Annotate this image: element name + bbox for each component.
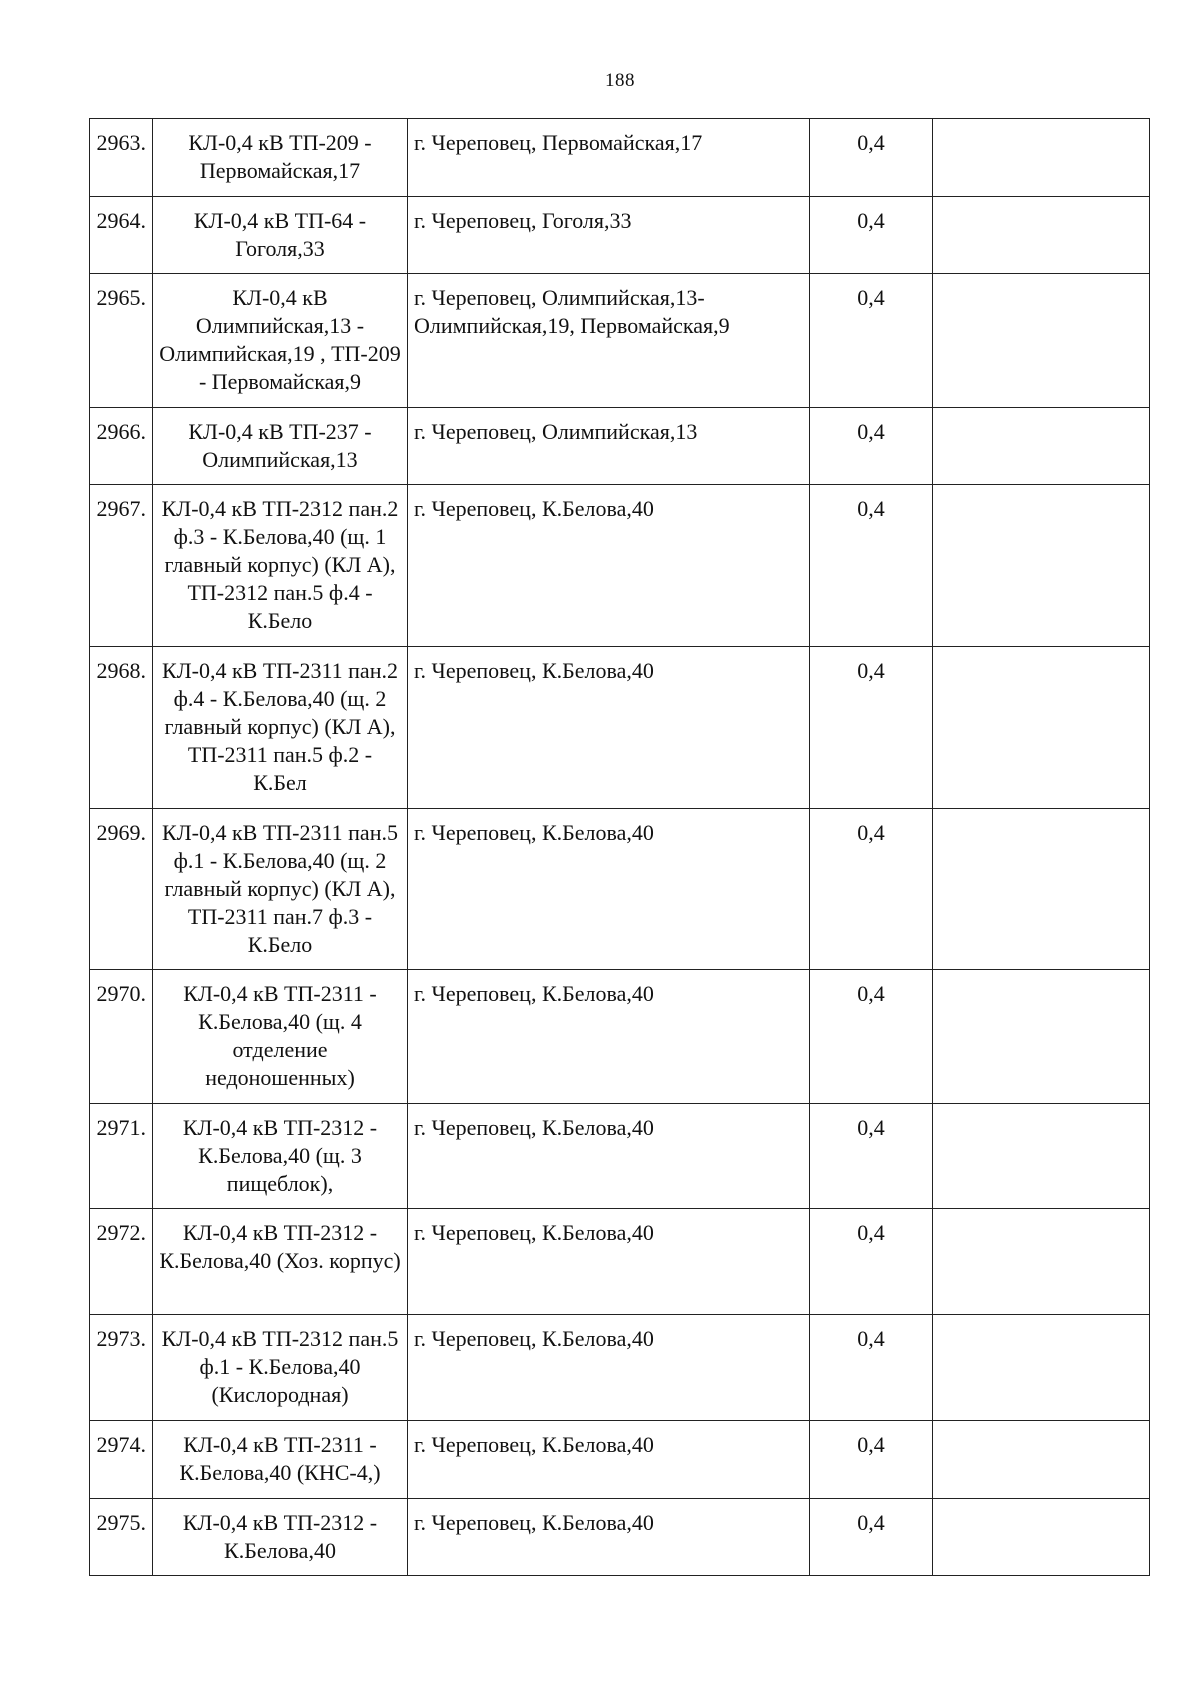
line-name: КЛ-0,4 кВ ТП-2311 пан.5 ф.1 - К.Белова,40 (щ. 2 главный корпус) (КЛ А), ТП-2311 пан.7 ф.3 - К.Бело: [153, 809, 408, 970]
row-number: 2964.: [90, 197, 153, 274]
table-row: [90, 1499, 1150, 1576]
line-address: г. Череповец, Олимпийская,13: [408, 408, 810, 485]
line-address: г. Череповец, К.Белова,40: [408, 1104, 810, 1209]
line-name: КЛ-0,4 кВ ТП-64 - Гоголя,33: [153, 197, 408, 274]
voltage-value: 0,4: [810, 485, 933, 647]
page-number: 188: [605, 70, 635, 91]
row-number: 2975.: [90, 1499, 153, 1576]
line-address: г. Череповец, К.Белова,40: [408, 1421, 810, 1499]
registry-table: [89, 118, 1150, 1576]
table-row: [90, 274, 1150, 408]
row-number: 2963.: [90, 119, 153, 197]
empty-cell: [933, 408, 1150, 485]
row-number: 2967.: [90, 485, 153, 647]
row-number: 2972.: [90, 1209, 153, 1315]
row-number: 2968.: [90, 647, 153, 809]
table-row: [90, 647, 1150, 809]
empty-cell: [933, 274, 1150, 408]
line-name: КЛ-0,4 кВ ТП-2311 - К.Белова,40 (щ. 4 отделение недоношенных): [153, 970, 408, 1104]
empty-cell: [933, 647, 1150, 809]
voltage-value: 0,4: [810, 970, 933, 1104]
voltage-value: 0,4: [810, 1104, 933, 1209]
table-row: [90, 1104, 1150, 1209]
line-name: КЛ-0,4 кВ ТП-2312 - К.Белова,40 (щ. 3 пищеблок),: [153, 1104, 408, 1209]
voltage-value: 0,4: [810, 1421, 933, 1499]
empty-cell: [933, 119, 1150, 197]
registry-table-body: [90, 119, 1150, 1576]
line-address: г. Череповец, К.Белова,40: [408, 1209, 810, 1315]
voltage-value: 0,4: [810, 647, 933, 809]
row-number: 2965.: [90, 274, 153, 408]
line-address: г. Череповец, К.Белова,40: [408, 1315, 810, 1421]
table-row: [90, 1421, 1150, 1499]
voltage-value: 0,4: [810, 1209, 933, 1315]
row-number: 2973.: [90, 1315, 153, 1421]
empty-cell: [933, 1315, 1150, 1421]
row-number: 2971.: [90, 1104, 153, 1209]
empty-cell: [933, 1104, 1150, 1209]
voltage-value: 0,4: [810, 408, 933, 485]
empty-cell: [933, 1499, 1150, 1576]
row-number: 2969.: [90, 809, 153, 970]
empty-cell: [933, 809, 1150, 970]
empty-cell: [933, 970, 1150, 1104]
line-name: КЛ-0,4 кВ ТП-2311 - К.Белова,40 (КНС-4,): [153, 1421, 408, 1499]
voltage-value: 0,4: [810, 119, 933, 197]
line-address: г. Череповец, К.Белова,40: [408, 970, 810, 1104]
table-row: [90, 197, 1150, 274]
line-address: г. Череповец, К.Белова,40: [408, 485, 810, 647]
line-name: КЛ-0,4 кВ ТП-2312 - К.Белова,40: [153, 1499, 408, 1576]
row-number: 2970.: [90, 970, 153, 1104]
row-number: 2966.: [90, 408, 153, 485]
table-row: [90, 1209, 1150, 1315]
table-row: [90, 970, 1150, 1104]
line-address: г. Череповец, Первомайская,17: [408, 119, 810, 197]
voltage-value: 0,4: [810, 197, 933, 274]
empty-cell: [933, 1209, 1150, 1315]
table-row: [90, 1315, 1150, 1421]
empty-cell: [933, 1421, 1150, 1499]
line-name: КЛ-0,4 кВ ТП-2312 пан.5 ф.1 - К.Белова,40 (Кислородная): [153, 1315, 408, 1421]
empty-cell: [933, 197, 1150, 274]
line-name: КЛ-0,4 кВ Олимпийская,13 - Олимпийская,19 , ТП-209 - Первомайская,9: [153, 274, 408, 408]
voltage-value: 0,4: [810, 1315, 933, 1421]
empty-cell: [933, 485, 1150, 647]
line-address: г. Череповец, К.Белова,40: [408, 1499, 810, 1576]
row-number: 2974.: [90, 1421, 153, 1499]
line-name: КЛ-0,4 кВ ТП-237 - Олимпийская,13: [153, 408, 408, 485]
line-address: г. Череповец, Гоголя,33: [408, 197, 810, 274]
line-name: КЛ-0,4 кВ ТП-209 - Первомайская,17: [153, 119, 408, 197]
voltage-value: 0,4: [810, 809, 933, 970]
table-row: [90, 809, 1150, 970]
table-row: [90, 408, 1150, 485]
table-row: [90, 119, 1150, 197]
line-name: КЛ-0,4 кВ ТП-2312 пан.2 ф.3 - К.Белова,40 (щ. 1 главный корпус) (КЛ А), ТП-2312 пан.5 ф.4 - К.Бело: [153, 485, 408, 647]
line-name: КЛ-0,4 кВ ТП-2312 - К.Белова,40 (Хоз. корпус): [153, 1209, 408, 1315]
voltage-value: 0,4: [810, 274, 933, 408]
line-address: г. Череповец, К.Белова,40: [408, 647, 810, 809]
table-row: [90, 485, 1150, 647]
voltage-value: 0,4: [810, 1499, 933, 1576]
line-name: КЛ-0,4 кВ ТП-2311 пан.2 ф.4 - К.Белова,40 (щ. 2 главный корпус) (КЛ А), ТП-2311 пан.5 ф.2 - К.Бел: [153, 647, 408, 809]
line-address: г. Череповец, Олимпийская,13-Олимпийская,19, Первомайская,9: [408, 274, 810, 408]
line-address: г. Череповец, К.Белова,40: [408, 809, 810, 970]
